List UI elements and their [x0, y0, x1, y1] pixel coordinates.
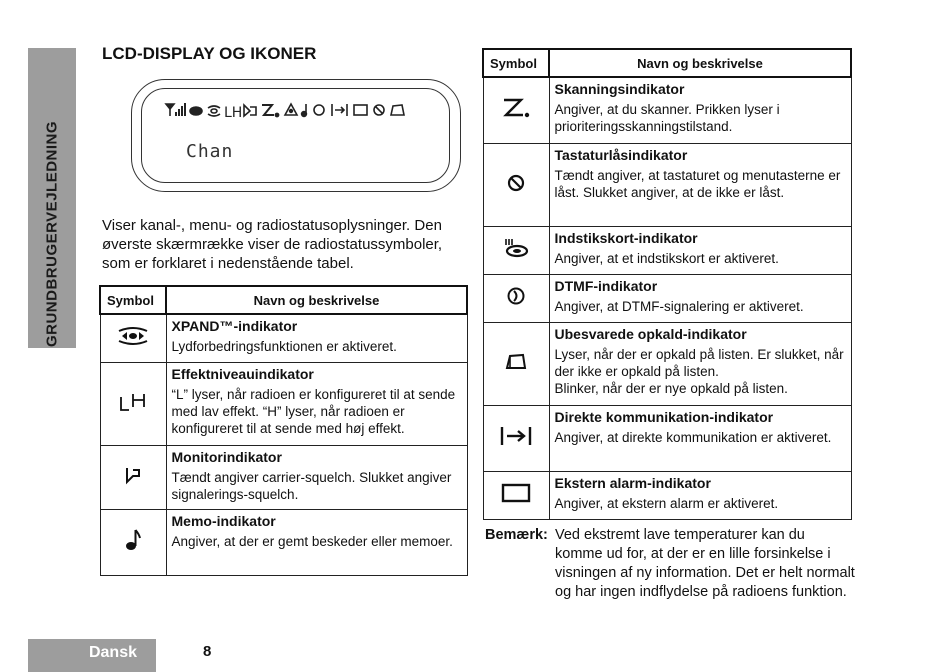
table-row: [483, 274, 851, 322]
row-desc: Lydforbedringsfunktionen er aktiveret.: [171, 339, 397, 354]
row-title: Effektniveauindikator: [171, 365, 314, 382]
svg-text:LH: LH: [224, 105, 243, 120]
lcd-channel-text: Chan: [186, 141, 234, 162]
symbol-column-header: Symbol: [483, 49, 549, 77]
row-desc: Angiver, at der er gemt beskeder eller memoer.: [171, 533, 453, 549]
row-desc: Angiver, at DTMF-signalering er aktiveret.: [554, 298, 804, 314]
page-number: 8: [203, 643, 212, 660]
row-desc: Angiver, at ekstern alarm er aktiveret.: [554, 495, 779, 511]
table-row: [483, 226, 851, 274]
row-desc: Lyser, når der er opkald på listen. Er slukket, når der ikke er opkald på listen. Blinker, når der er nye opkald på listen.: [554, 346, 844, 396]
row-title: Indstikskort-indikator: [554, 229, 698, 246]
section-heading: LCD-DISPLAY OG IKONER: [102, 44, 317, 63]
language-label: Dansk: [88, 644, 137, 661]
table-row: [483, 471, 851, 519]
row-title: Monitorindikator: [171, 448, 282, 465]
left-symbol-table: [99, 285, 468, 576]
row-title: Direkte kommunikation-indikator: [554, 408, 774, 425]
row-desc: Angiver, at et indstikskort er aktiveret.: [554, 250, 779, 266]
memo-note-icon: [124, 528, 142, 552]
option-card-icon: [502, 237, 530, 259]
row-title: DTMF-indikator: [554, 277, 658, 294]
intro-paragraph: Viser kanal-, menu- og radiostatusoplysninger. Den øverste skærmrække viser de radiostatussymboler, som er forklaret i nedenstående tabel.: [102, 217, 443, 272]
row-desc: “L” lyser, når radioen er konfigureret til at sende med lav effekt. “H” lyser, når radioen er konfigureret til at sende med høj effekt.: [171, 386, 456, 436]
table-row: [100, 314, 467, 362]
row-title: Tastaturlåsindikator: [554, 146, 688, 163]
keypad-lock-icon: [505, 172, 527, 194]
power-level-icon: [118, 390, 148, 414]
right-symbol-table: [482, 48, 852, 520]
table-row: [483, 405, 851, 471]
row-desc: Angiver, at direkte kommunikation er aktiveret.: [554, 429, 832, 445]
scan-icon: [501, 97, 531, 119]
missed-call-icon: [503, 352, 529, 372]
table-row: [483, 77, 851, 143]
monitor-icon: [123, 465, 143, 485]
name-column-header: Navn og beskrivelse: [166, 286, 467, 314]
table-row: [100, 445, 467, 509]
table-row: [100, 362, 467, 445]
row-desc: Tændt angiver carrier-squelch. Slukket angiver signalerings-squelch.: [171, 469, 452, 502]
side-tab-label: GRUNDBRUGERVEJLEDNING: [43, 120, 61, 348]
lcd-status-icons: [164, 100, 444, 120]
direct-talk-icon: [499, 424, 533, 448]
row-title: XPAND™-indikator: [171, 318, 298, 334]
table-row: [100, 509, 467, 575]
external-alarm-icon: [501, 482, 531, 504]
row-title: Ekstern alarm-indikator: [554, 474, 711, 491]
row-title: Skanningsindikator: [554, 81, 685, 97]
side-tab: [28, 48, 76, 348]
row-title: Memo-indikator: [171, 512, 276, 529]
note-label: Bemærk:: [485, 527, 548, 543]
row-desc: Angiver, at du skanner. Prikken lyser i prioriteringsskanningstilstand.: [554, 102, 780, 134]
table-row: [483, 322, 851, 405]
dtmf-icon: [505, 285, 527, 307]
xpand-icon: [116, 326, 150, 346]
row-title: Ubesvarede opkald-indikator: [554, 325, 747, 342]
note-text: Ved ekstremt lave temperaturer kan du komme ud for, at der er en lille forsinkelse i visningen af ny information. Det er helt normalt og har ingen indflydelse på radioens funktion.: [555, 527, 855, 600]
symbol-column-header: Symbol: [100, 286, 166, 314]
row-desc: Tændt angiver, at tastaturet og menutasterne er låst. Slukket angiver, at de ikke er låst.: [554, 167, 841, 200]
name-column-header: Navn og beskrivelse: [549, 49, 851, 77]
table-row: [483, 143, 851, 226]
language-tab: [28, 639, 156, 672]
